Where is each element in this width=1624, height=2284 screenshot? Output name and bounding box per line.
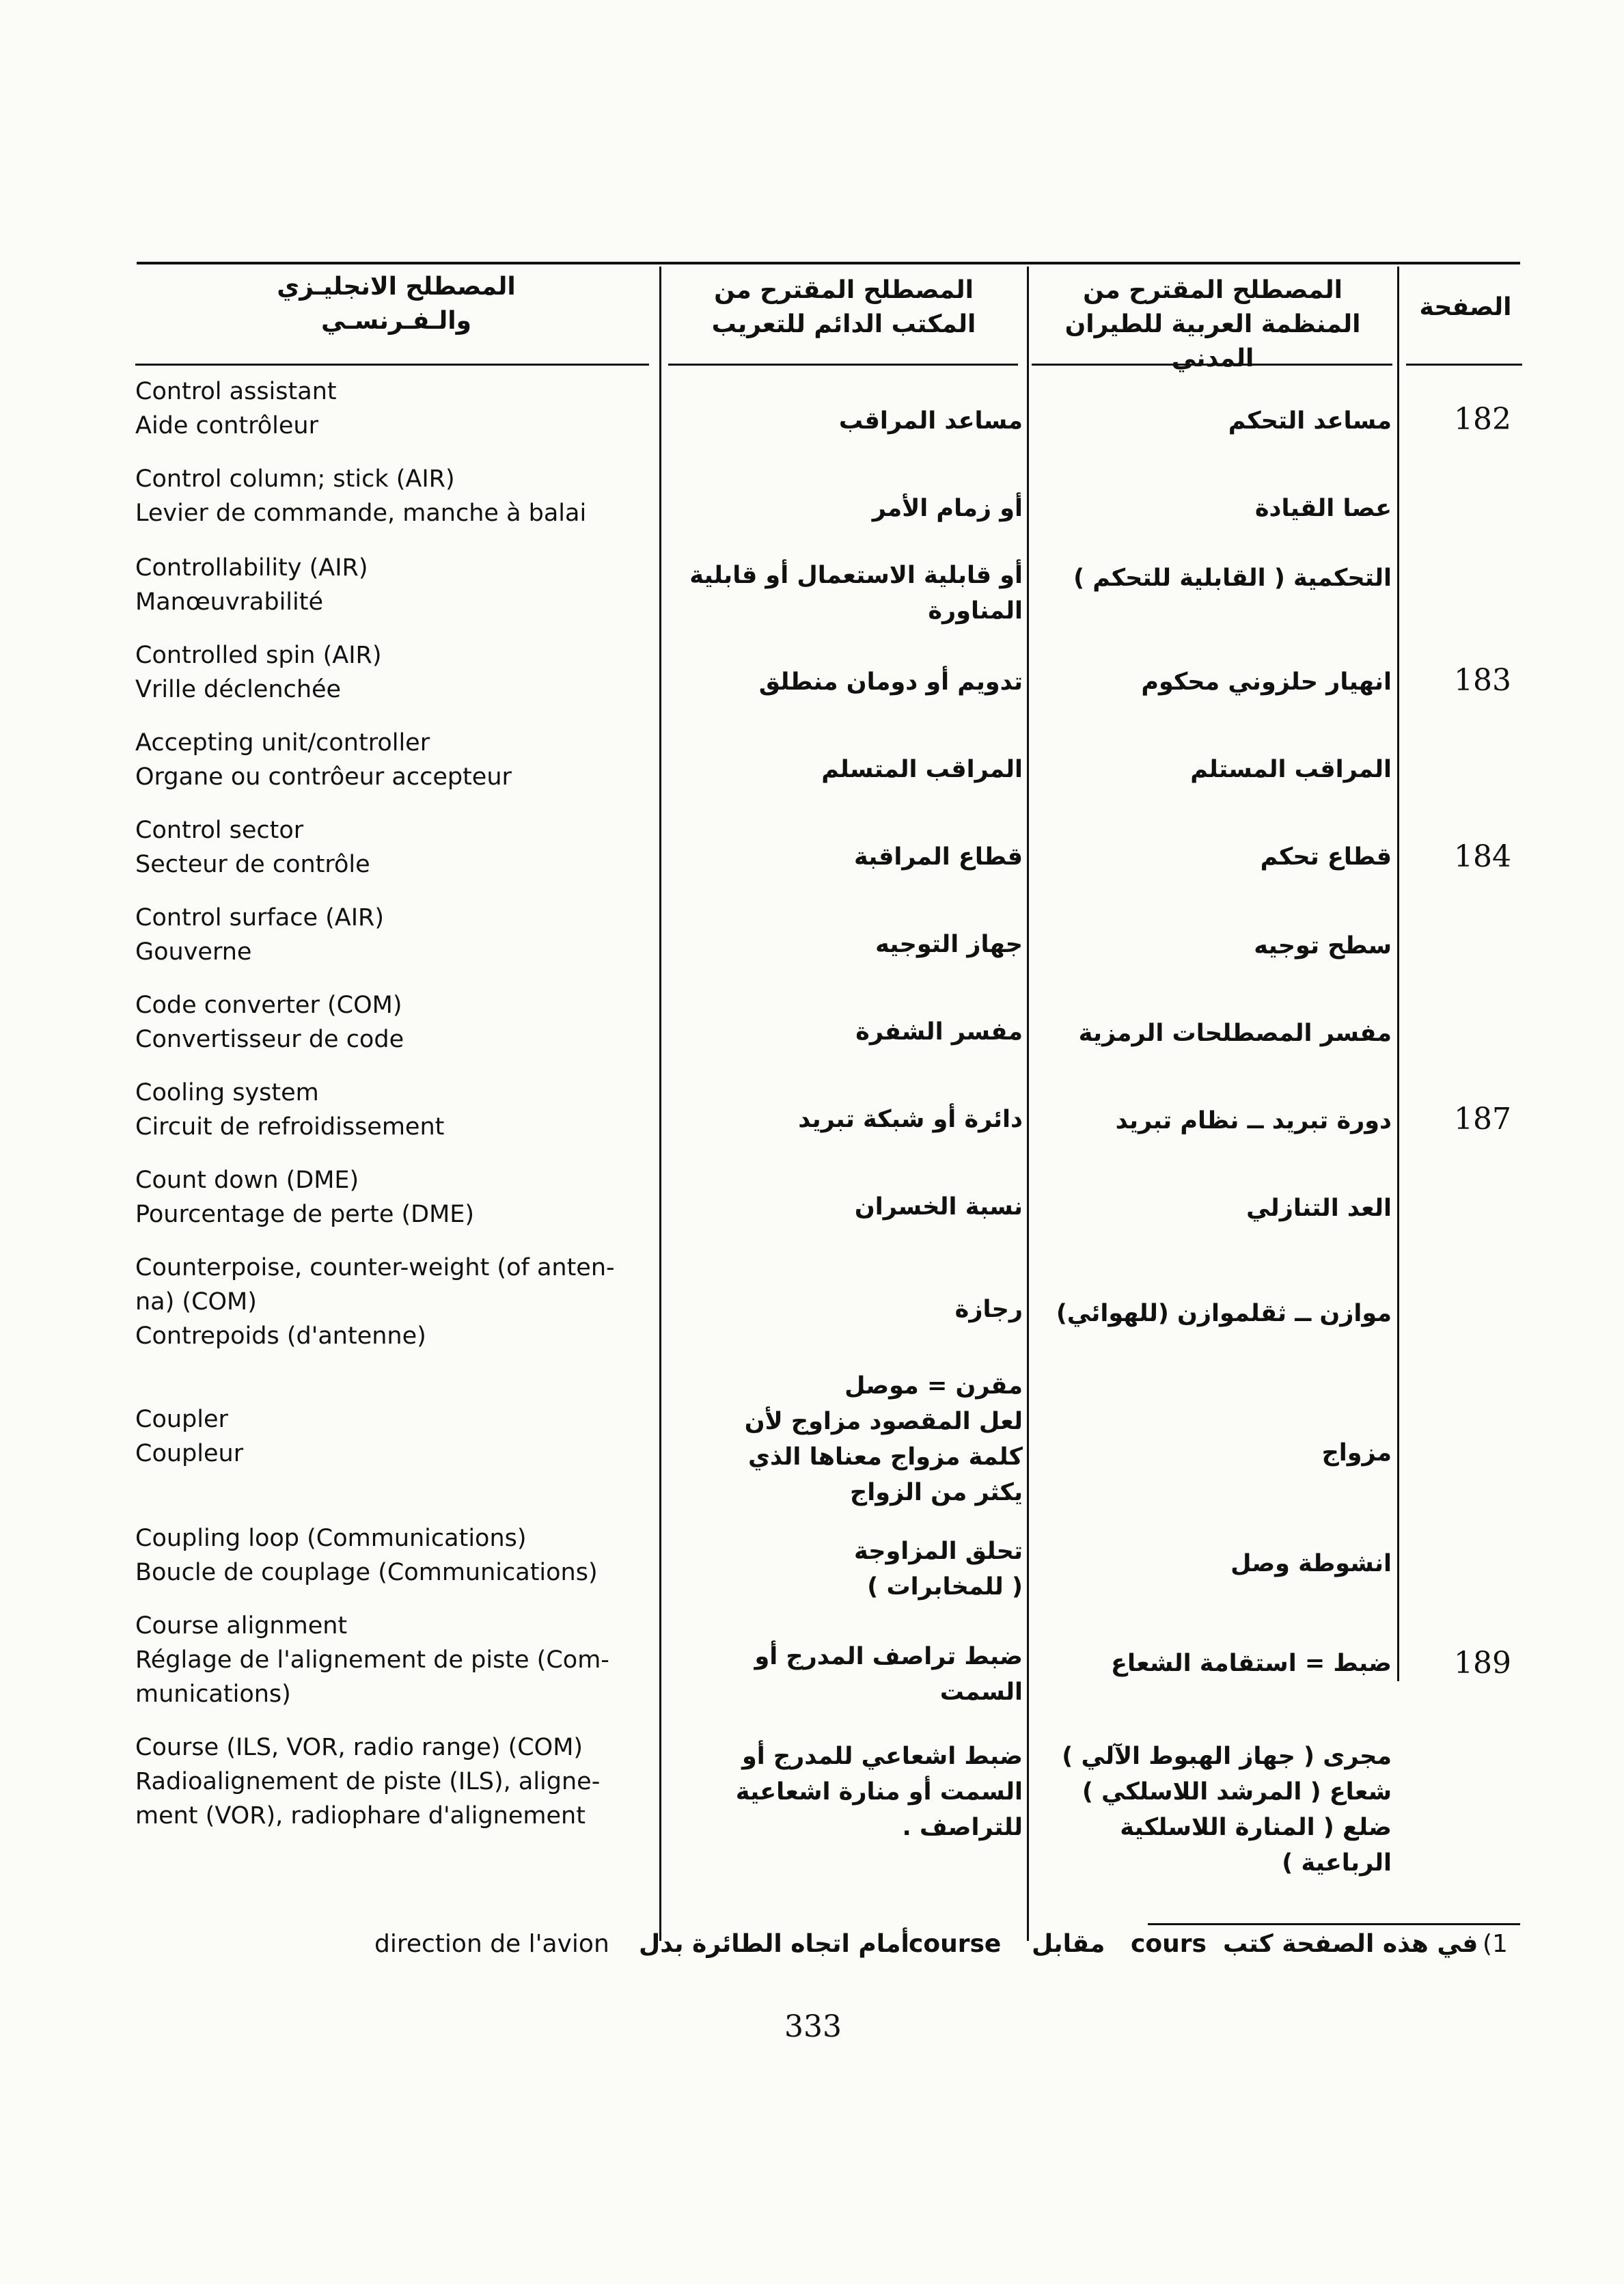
- org-term: العد التنازلي: [1246, 1195, 1392, 1222]
- term-en-fr: Code converter (COM) Convertisseur de code: [135, 992, 404, 1053]
- page-number: 333: [784, 2009, 842, 2044]
- header-bottom-rule-col4: [1406, 364, 1522, 366]
- term-en-fr: Controllability (AIR) Manœuvrabilité: [135, 554, 368, 616]
- term-en-fr: Control assistant Aide contrôleur: [135, 378, 337, 439]
- org-term: مجرى ( جهاز الهبوط الآلي ) شعاع ( المرشد اللاسلكي ) ضلع ( المنارة اللاسلكية الرباعية ): [1062, 1743, 1392, 1877]
- term-en-fr: Course alignment Réglage de l'alignement de piste (Com- munications): [135, 1612, 609, 1708]
- office-term: مساعد المراقب: [838, 407, 1023, 435]
- org-term: مساعد التحكم: [1228, 407, 1392, 435]
- page-ref: 183: [1454, 663, 1511, 698]
- office-term: ضبط تراصف المدرج أو السمت: [754, 1643, 1023, 1706]
- office-term: نسبة الخسران: [854, 1193, 1023, 1221]
- office-term: تحلق المزاوجة ( للمخابرات ): [854, 1538, 1023, 1601]
- page-ref: 182: [1454, 402, 1511, 437]
- office-term: أو زمام الأمر: [872, 495, 1023, 522]
- org-term: قطاع تحكم: [1260, 843, 1392, 871]
- org-term: مزواج: [1321, 1439, 1392, 1467]
- table-top-rule: [137, 262, 1520, 264]
- column-divider-2: [1027, 267, 1029, 1941]
- term-en-fr: Coupling loop (Communications) Boucle de couplage (Communications): [135, 1525, 598, 1586]
- header-office-proposed: المصطلح المقترح من المكتب الدائم للتعريب: [711, 276, 976, 338]
- org-term: موازن ــ ثقلموازن (للهوائي): [1056, 1300, 1392, 1327]
- page-ref: 189: [1454, 1646, 1511, 1681]
- column-divider-3: [1397, 267, 1399, 1681]
- org-term: ضبط = استقامة الشعاع: [1111, 1650, 1392, 1677]
- office-term: دائرة أو شبكة تبريد: [798, 1106, 1023, 1133]
- header-page: الصفحة: [1419, 293, 1512, 321]
- org-term: سطح توجيه: [1254, 932, 1392, 960]
- org-term: دورة تبريد ــ نظام تبريد: [1115, 1107, 1392, 1134]
- header-aviation-org-proposed: المصطلح المقترح من المنظمة العربية للطيران المدني: [1064, 276, 1361, 372]
- term-en-fr: Counterpoise, counter-weight (of anten- na) (COM) Contrepoids (d'antenne): [135, 1254, 615, 1350]
- term-en-fr: Controlled spin (AIR) Vrille déclenchée: [135, 642, 382, 703]
- page-ref: 184: [1454, 839, 1511, 874]
- office-term: جهاز التوجيه: [875, 931, 1023, 958]
- org-term: المراقب المستلم: [1190, 756, 1392, 783]
- term-en-fr: Control sector Secteur de contrôle: [135, 817, 370, 878]
- office-term: ضبط اشعاعي للمدرج أو السمت أو منارة اشعاعية للتراصف .: [735, 1743, 1023, 1841]
- term-en-fr: Control column; stick (AIR) Levier de commande, manche à balai: [135, 465, 587, 527]
- org-term: مفسر المصطلحات الرمزية: [1078, 1020, 1392, 1047]
- office-term: مفسر الشفرة: [855, 1018, 1023, 1046]
- office-term: تدويم أو دومان منطلق: [758, 668, 1023, 696]
- office-term: أو قابلية الاستعمال أو قابلية المناورة: [689, 562, 1023, 625]
- footnote-arabic-part1: في هذه الصفحة كتب: [1223, 1930, 1478, 1958]
- header-english-french: المصطلح الانجليـزي والـفـرنسـي: [277, 273, 516, 335]
- term-en-fr: Count down (DME) Pourcentage de perte (DME): [135, 1167, 475, 1228]
- term-en-fr: Accepting unit/controller Organe ou contrôeur accepteur: [135, 729, 512, 791]
- footnote-number: (1: [1483, 1930, 1508, 1958]
- footnote-arabic-part2: مقابل: [1032, 1930, 1105, 1958]
- org-term: التحكمية ( القابلية للتحكم ): [1073, 565, 1392, 592]
- footnote-word-cours: cours: [1131, 1930, 1207, 1958]
- header-bottom-rule-col1: [135, 364, 649, 366]
- footnote-arabic-part3: أمام اتجاه الطائرة بدل: [639, 1930, 909, 1958]
- office-term: قطاع المراقبة: [853, 843, 1023, 871]
- footnote-word-course: course: [909, 1930, 1002, 1958]
- org-term: عصا القيادة: [1254, 495, 1392, 522]
- page-ref: 187: [1454, 1102, 1511, 1137]
- org-term: انهيار حلزوني محكوم: [1141, 668, 1392, 696]
- org-term: انشوطة وصل: [1230, 1550, 1392, 1577]
- office-term: رجازة: [954, 1296, 1023, 1323]
- footnote-rule: [1148, 1923, 1520, 1925]
- term-en-fr: Control surface (AIR) Gouverne: [135, 904, 385, 966]
- term-en-fr: Course (ILS, VOR, radio range) (COM) Radioalignement de piste (ILS), aligne- ment (VOR), radiophare d'alignement: [135, 1734, 601, 1830]
- term-en-fr: Coupler Coupleur: [135, 1406, 244, 1467]
- office-term: المراقب المتسلم: [821, 756, 1023, 783]
- office-term: مقرن = موصل لعل المقصود مزاوج لأن كلمة مزواج معناها الذي يكثر من الزواج: [744, 1372, 1023, 1506]
- header-bottom-rule-col2: [668, 364, 1018, 366]
- footnote-french-tail: direction de l'avion: [374, 1930, 609, 1958]
- term-en-fr: Cooling system Circuit de refroidissement: [135, 1079, 445, 1141]
- column-divider-1: [659, 267, 661, 1941]
